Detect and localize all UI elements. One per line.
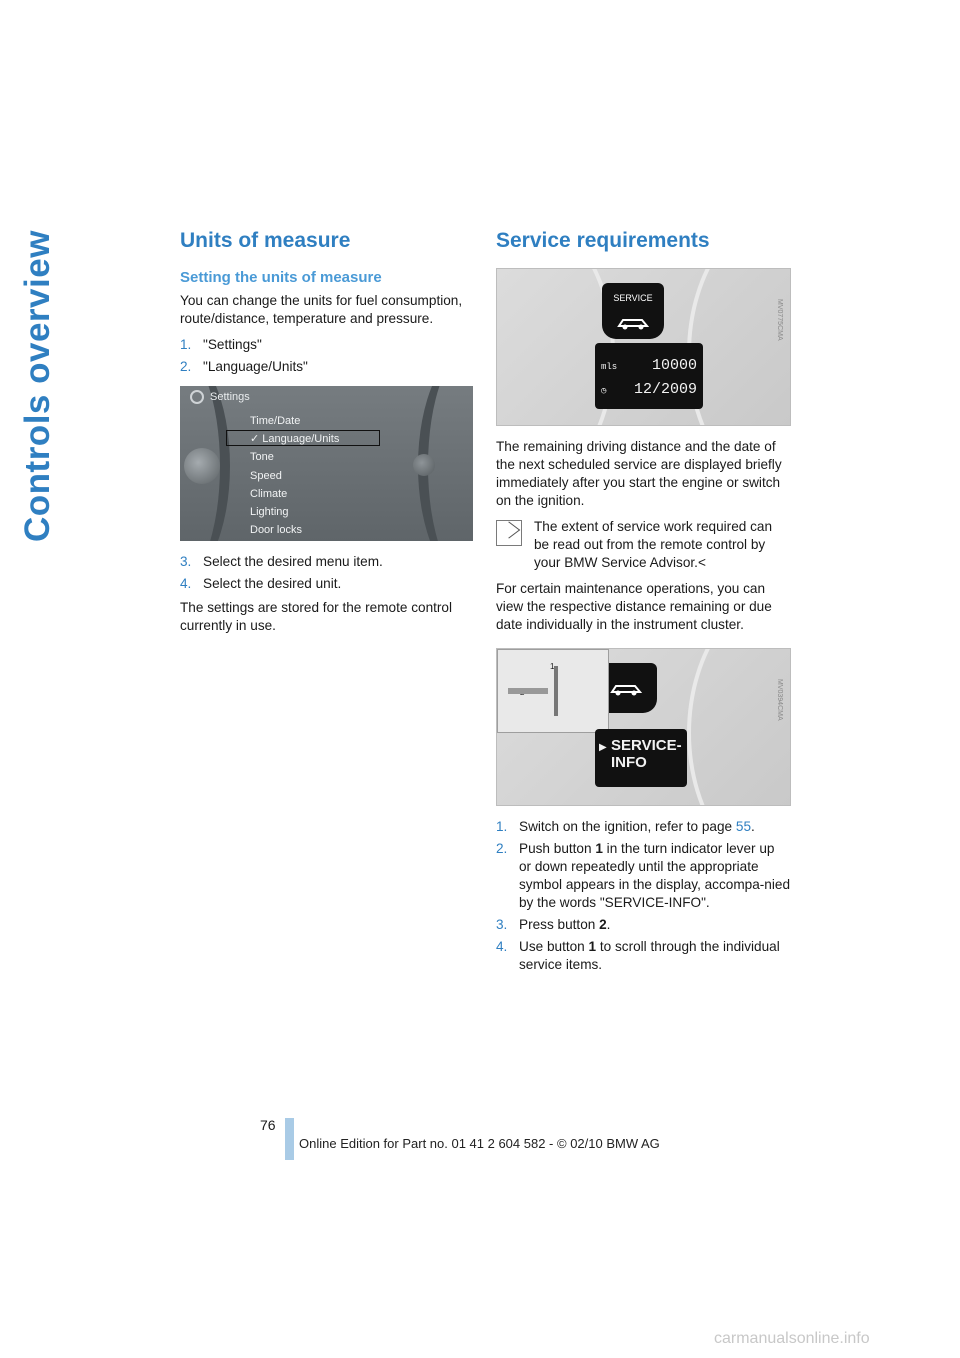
left-column	[180, 228, 474, 643]
arrow-right-icon: ▶	[599, 742, 607, 753]
service-para1: The remaining driving distance and the date of the next scheduled service are displayed briefly immediately after you start the engine or switch on the ignition.	[496, 439, 782, 508]
menu-item: Climate	[250, 487, 288, 500]
list-item: 1. Switch on the ignition, refer to page 55.	[496, 819, 755, 834]
list-item: 3. Press button 2.	[496, 917, 611, 932]
service-para2: For certain maintenance operations, you can view the respective distance remaining or due date individually in the instrument cluster.	[496, 581, 772, 632]
list-item: 2. Push button 1 in the turn indicator lever up or down repeatedly until the appropriate symbol appears in the display, accompa-nied by the words "SERVICE-INFO".	[496, 841, 791, 910]
service-heading: Service requirements	[496, 229, 710, 252]
car-service-icon	[616, 315, 650, 331]
list-item: 2. "Language/Units"	[180, 359, 308, 374]
page-number: 76	[260, 1117, 276, 1133]
units-heading: Units of measure	[180, 229, 351, 252]
units-subheading: Setting the units of measure	[180, 269, 382, 286]
right-column	[496, 228, 790, 980]
units-outro: The settings are stored for the remote control currently in use.	[180, 600, 453, 633]
units-intro: You can change the units for fuel consumption, route/distance, temperature and pressure.	[180, 293, 463, 326]
service-steps	[496, 818, 790, 974]
menu-item: Time/Date	[250, 415, 301, 427]
watermark: carmanualsonline.info	[714, 1330, 870, 1347]
section-tab: Controls overview	[18, 230, 57, 542]
list-item: 4. Select the desired unit.	[180, 576, 342, 591]
lever-stalk	[508, 688, 548, 694]
footer-text: Online Edition for Part no. 01 41 2 604 582 - © 02/10 BMW AG	[299, 1136, 660, 1151]
units-steps-b	[180, 553, 474, 593]
settings-screen-figure	[180, 386, 473, 541]
footer-bar	[285, 1118, 294, 1160]
service-display-figure	[496, 268, 791, 426]
note-block: The extent of service work required can be read out from the remote control by your BMW Service Advisor.<	[496, 518, 790, 572]
menu-item: ✓ Language/Units	[250, 433, 340, 446]
menu-item: Tone	[250, 451, 274, 464]
car-service-icon	[609, 681, 643, 697]
turn-indicator-lever-inset: 1	[497, 649, 609, 733]
menu-item: Lighting	[250, 505, 289, 518]
list-item: 3. Select the desired menu item.	[180, 554, 383, 569]
gear-icon	[190, 390, 204, 404]
units-steps-a	[180, 336, 474, 376]
service-lcd: mls 10000 ◷ 12/2009	[595, 343, 703, 409]
settings-menu	[250, 412, 390, 539]
figure-code: MV0394CMA	[776, 679, 783, 721]
lever-arrow	[554, 666, 558, 716]
screen-title: Settings	[210, 391, 250, 403]
list-item: 4. Use button 1 to scroll through the individual service items.	[496, 939, 780, 972]
service-indicator: SERVICE	[602, 283, 664, 339]
controller-knob-right	[413, 454, 435, 476]
clock-icon: ◷	[601, 386, 607, 396]
menu-item: Speed	[250, 469, 282, 482]
controller-knob	[184, 448, 220, 484]
page-link[interactable]: 55	[735, 819, 752, 834]
menu-item: Door locks	[250, 524, 302, 537]
service-info-figure	[496, 648, 791, 806]
note-icon	[496, 520, 522, 546]
service-info-lcd: ▶ SERVICE- INFO	[595, 729, 687, 787]
list-item: 1. "Settings"	[180, 337, 262, 352]
figure-code: MV0775CMA	[776, 299, 783, 341]
